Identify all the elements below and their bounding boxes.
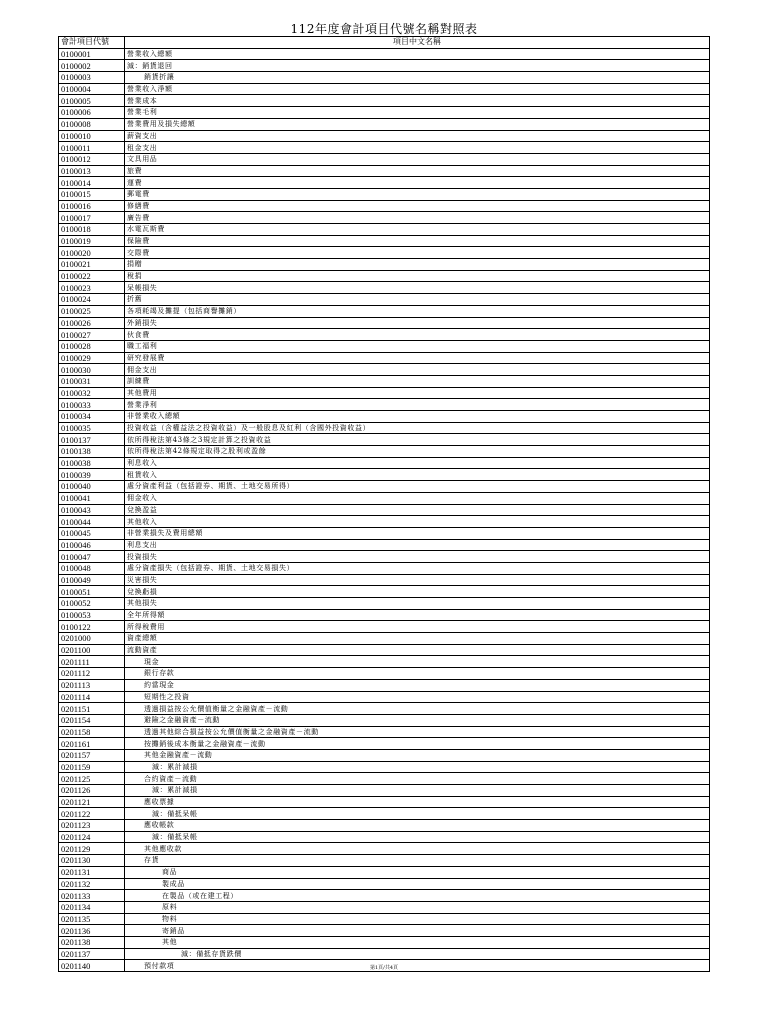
- account-code-cell: 0100008: [59, 118, 125, 130]
- account-name-cell: 交際費: [125, 247, 710, 259]
- table-row: [59, 808, 710, 820]
- table-row: [59, 948, 710, 960]
- table-row: [59, 282, 710, 294]
- account-name-cell: 應收帳款: [125, 820, 710, 832]
- account-code-cell: 0100006: [59, 107, 125, 119]
- account-code-cell: 0100005: [59, 95, 125, 107]
- page-number: 第1頁/共4頁: [369, 965, 399, 971]
- table-row: [59, 375, 710, 387]
- account-code-cell: 0201151: [59, 703, 125, 715]
- account-name-cell: 避險之金融資產－流動: [125, 714, 710, 726]
- account-code-cell: 0100026: [59, 317, 125, 329]
- table-row: [59, 340, 710, 352]
- table-row: [59, 329, 710, 341]
- account-name-cell: 所得稅費用: [125, 621, 710, 633]
- table-row: [59, 411, 710, 423]
- table-row: [59, 317, 710, 329]
- account-name-cell: 租金支出: [125, 142, 710, 154]
- account-code-cell: 0100016: [59, 200, 125, 212]
- column-header-name: 項目中文名稱: [125, 37, 710, 49]
- table-row: [59, 866, 710, 878]
- account-code-cell: 0201112: [59, 668, 125, 680]
- account-code-cell: 0100031: [59, 375, 125, 387]
- table-row: [59, 820, 710, 832]
- account-name-cell: 投資收益（含權益法之投資收益）及一般股息及紅利（含國外投資收益）: [125, 422, 710, 434]
- account-name-cell: 兌換盈益: [125, 504, 710, 516]
- account-name-cell: 約當現金: [125, 679, 710, 691]
- account-name-cell: 原料: [125, 901, 710, 913]
- table-row: [59, 539, 710, 551]
- table-row: [59, 457, 710, 469]
- account-code-cell: 0100138: [59, 446, 125, 458]
- account-name-cell: 其他: [125, 936, 710, 948]
- account-code-cell: 0100018: [59, 224, 125, 236]
- account-code-cell: 0201140: [59, 960, 125, 972]
- account-code-cell: 0100023: [59, 282, 125, 294]
- table-row: [59, 714, 710, 726]
- account-name-cell: 依所得稅法第42條規定取得之股利或盈餘: [125, 446, 710, 458]
- account-code-cell: 0100017: [59, 212, 125, 224]
- account-name-cell: 郵電費: [125, 188, 710, 200]
- account-name-cell: 處分資產利益（包括證券、期貨、土地交易所得）: [125, 481, 710, 493]
- account-code-cell: 0100010: [59, 130, 125, 142]
- table-row: [59, 481, 710, 493]
- account-name-cell: 職工福利: [125, 340, 710, 352]
- account-name-cell: 捐贈: [125, 259, 710, 271]
- account-name-cell: 透過其他綜合損益按公允價值衡量之金融資產－流動: [125, 726, 710, 738]
- account-name-cell: 物料: [125, 913, 710, 925]
- account-name-cell: 依所得稅法第43條之3規定計算之投資收益: [125, 434, 710, 446]
- account-name-cell: 銀行存款: [125, 668, 710, 680]
- account-code-cell: 0201111: [59, 656, 125, 668]
- table-row: [59, 668, 710, 680]
- account-code-cell: 0100020: [59, 247, 125, 259]
- table-row: [59, 352, 710, 364]
- table-row: [59, 586, 710, 598]
- table-row: [59, 259, 710, 271]
- account-name-cell: 製成品: [125, 878, 710, 890]
- account-code-cell: 0100046: [59, 539, 125, 551]
- table-row: [59, 446, 710, 458]
- account-name-cell: 營業費用及損失總額: [125, 118, 710, 130]
- account-code-cell: 0201124: [59, 831, 125, 843]
- account-code-cell: 0201129: [59, 843, 125, 855]
- table-row: [59, 153, 710, 165]
- table-row: [59, 142, 710, 154]
- account-name-cell: 研究發展費: [125, 352, 710, 364]
- account-name-cell: 寄銷品: [125, 925, 710, 937]
- account-code-cell: 0100015: [59, 188, 125, 200]
- table-row: [59, 527, 710, 539]
- account-name-cell: 各項耗竭及攤提（包括商譽攤銷）: [125, 305, 710, 317]
- table-row: [59, 387, 710, 399]
- account-name-cell: 減：備抵存貨跌價: [125, 948, 710, 960]
- account-code-cell: 0100049: [59, 574, 125, 586]
- account-name-cell: 存貨: [125, 855, 710, 867]
- table-row: [59, 936, 710, 948]
- account-code-cell: 0201133: [59, 890, 125, 902]
- account-code-table: [58, 36, 710, 972]
- account-code-cell: 0201137: [59, 948, 125, 960]
- account-code-cell: 0100011: [59, 142, 125, 154]
- account-code-cell: 0100035: [59, 422, 125, 434]
- account-name-cell: 營業毛利: [125, 107, 710, 119]
- account-code-cell: 0100029: [59, 352, 125, 364]
- account-code-cell: 0100004: [59, 83, 125, 95]
- table-row: [59, 796, 710, 808]
- table-row: [59, 224, 710, 236]
- account-name-cell: 租賃收入: [125, 469, 710, 481]
- account-code-cell: 0201113: [59, 679, 125, 691]
- account-name-cell: 災害損失: [125, 574, 710, 586]
- account-name-cell: 營業淨利: [125, 399, 710, 411]
- table-row: [59, 165, 710, 177]
- account-code-cell: 0100013: [59, 165, 125, 177]
- account-code-cell: 0100045: [59, 527, 125, 539]
- table-row: [59, 843, 710, 855]
- table-row: [59, 364, 710, 376]
- account-name-cell: 其他金融資產－流動: [125, 749, 710, 761]
- table-row: [59, 890, 710, 902]
- account-code-cell: 0100021: [59, 259, 125, 271]
- account-name-cell: 折舊: [125, 294, 710, 306]
- account-code-cell: 0100047: [59, 551, 125, 563]
- account-code-cell: 0100051: [59, 586, 125, 598]
- table-row: [59, 247, 710, 259]
- account-code-cell: 0100122: [59, 621, 125, 633]
- account-code-cell: 0100137: [59, 434, 125, 446]
- account-name-cell: 保險費: [125, 235, 710, 247]
- table-row: [59, 107, 710, 119]
- table-row: [59, 469, 710, 481]
- table-row: [59, 703, 710, 715]
- account-name-cell: 減：銷貨退回: [125, 60, 710, 72]
- account-name-cell: 修繕費: [125, 200, 710, 212]
- table-row: [59, 901, 710, 913]
- account-name-cell: 訓練費: [125, 375, 710, 387]
- account-name-cell: 佣金收入: [125, 492, 710, 504]
- table-row: [59, 726, 710, 738]
- account-name-cell: 商品: [125, 866, 710, 878]
- account-code-cell: 0100034: [59, 411, 125, 423]
- account-name-cell: 薪資支出: [125, 130, 710, 142]
- table-row: [59, 738, 710, 750]
- account-code-cell: 0100048: [59, 562, 125, 574]
- account-name-cell: 其他收入: [125, 516, 710, 528]
- account-code-cell: 0201154: [59, 714, 125, 726]
- account-name-cell: 處分資產損失（包括證券、期貨、土地交易損失）: [125, 562, 710, 574]
- account-code-cell: 0100041: [59, 492, 125, 504]
- table-row: [59, 925, 710, 937]
- account-name-cell: 水電瓦斯費: [125, 224, 710, 236]
- account-name-cell: 在製品（或在建工程）: [125, 890, 710, 902]
- account-name-cell: 旅費: [125, 165, 710, 177]
- table-row: [59, 434, 710, 446]
- account-name-cell: 利息收入: [125, 457, 710, 469]
- table-row: [59, 609, 710, 621]
- account-name-cell: 短期性之投資: [125, 691, 710, 703]
- table-row: [59, 188, 710, 200]
- account-name-cell: 減：累計減損: [125, 785, 710, 797]
- table-row: [59, 177, 710, 189]
- account-code-cell: 0201159: [59, 761, 125, 773]
- account-name-cell: 其他應收款: [125, 843, 710, 855]
- table-row: [59, 399, 710, 411]
- account-name-cell: 銷貨折讓: [125, 72, 710, 84]
- table-row: [59, 644, 710, 656]
- account-name-cell: 其他損失: [125, 598, 710, 610]
- account-name-cell: 預付款項: [125, 960, 710, 972]
- account-code-cell: 0100033: [59, 399, 125, 411]
- table-row: [59, 621, 710, 633]
- account-name-cell: 利息支出: [125, 539, 710, 551]
- account-name-cell: 資產總額: [125, 633, 710, 645]
- account-code-cell: 0100002: [59, 60, 125, 72]
- table-row: [59, 516, 710, 528]
- account-name-cell: 流動資產: [125, 644, 710, 656]
- account-code-cell: 0100022: [59, 270, 125, 282]
- account-name-cell: 非營業損失及費用總額: [125, 527, 710, 539]
- account-code-cell: 0201125: [59, 773, 125, 785]
- account-name-cell: 營業成本: [125, 95, 710, 107]
- page-title: 112年度會計項目代號名稱對照表: [290, 22, 478, 36]
- account-name-cell: 文具用品: [125, 153, 710, 165]
- account-code-cell: 0100028: [59, 340, 125, 352]
- table-row: [59, 633, 710, 645]
- account-code-cell: 0201161: [59, 738, 125, 750]
- table-row: [59, 551, 710, 563]
- account-code-cell: 0100032: [59, 387, 125, 399]
- account-code-cell: 0100019: [59, 235, 125, 247]
- account-code-cell: 0201123: [59, 820, 125, 832]
- account-name-cell: 減：備抵呆帳: [125, 831, 710, 843]
- account-name-cell: 透過損益按公允價值衡量之金融資產－流動: [125, 703, 710, 715]
- account-name-cell: 伙食費: [125, 329, 710, 341]
- table-row: [59, 598, 710, 610]
- account-code-cell: 0201131: [59, 866, 125, 878]
- account-code-cell: 0201132: [59, 878, 125, 890]
- account-code-cell: 0201122: [59, 808, 125, 820]
- table-row: [59, 785, 710, 797]
- account-name-cell: 減：累計減損: [125, 761, 710, 773]
- account-code-cell: 0100052: [59, 598, 125, 610]
- table-row: [59, 492, 710, 504]
- account-code-cell: 0201136: [59, 925, 125, 937]
- table-row: [59, 574, 710, 586]
- account-code-cell: 0100012: [59, 153, 125, 165]
- table-row: [59, 72, 710, 84]
- account-code-cell: 0201134: [59, 901, 125, 913]
- table-row: [59, 504, 710, 516]
- table-row: [59, 48, 710, 60]
- table-row: [59, 562, 710, 574]
- account-name-cell: 稅捐: [125, 270, 710, 282]
- account-name-cell: 廣告費: [125, 212, 710, 224]
- account-name-cell: 減：備抵呆帳: [125, 808, 710, 820]
- account-code-cell: 0100001: [59, 48, 125, 60]
- account-code-cell: 0100039: [59, 469, 125, 481]
- table-row: [59, 913, 710, 925]
- account-name-cell: 全年所得額: [125, 609, 710, 621]
- account-code-cell: 0201157: [59, 749, 125, 761]
- account-code-cell: 0201138: [59, 936, 125, 948]
- table-row: [59, 773, 710, 785]
- account-code-cell: 0100030: [59, 364, 125, 376]
- account-code-cell: 0100014: [59, 177, 125, 189]
- table-row: [59, 878, 710, 890]
- account-name-cell: 投資損失: [125, 551, 710, 563]
- table-header-row: [59, 37, 710, 49]
- account-code-cell: 0100024: [59, 294, 125, 306]
- table-row: [59, 270, 710, 282]
- account-name-cell: 兌換虧損: [125, 586, 710, 598]
- account-code-cell: 0100003: [59, 72, 125, 84]
- table-row: [59, 235, 710, 247]
- account-code-cell: 0201000: [59, 633, 125, 645]
- account-name-cell: 其他費用: [125, 387, 710, 399]
- account-name-cell: 合約資產－流動: [125, 773, 710, 785]
- account-name-cell: 按攤銷後成本衡量之金融資產－流動: [125, 738, 710, 750]
- table-row: [59, 749, 710, 761]
- account-code-cell: 0100025: [59, 305, 125, 317]
- table-row: [59, 831, 710, 843]
- account-name-cell: 佣金支出: [125, 364, 710, 376]
- account-name-cell: 運費: [125, 177, 710, 189]
- account-code-cell: 0100053: [59, 609, 125, 621]
- account-code-cell: 0201100: [59, 644, 125, 656]
- account-code-cell: 0100040: [59, 481, 125, 493]
- account-name-cell: 呆帳損失: [125, 282, 710, 294]
- table-row: [59, 60, 710, 72]
- table-body: [59, 48, 710, 971]
- table-row: [59, 118, 710, 130]
- table-row: [59, 422, 710, 434]
- account-code-cell: 0201126: [59, 785, 125, 797]
- account-code-cell: 0201130: [59, 855, 125, 867]
- account-code-cell: 0100044: [59, 516, 125, 528]
- account-code-cell: 0100043: [59, 504, 125, 516]
- account-code-cell: 0201121: [59, 796, 125, 808]
- account-code-cell: 0201158: [59, 726, 125, 738]
- table-row: [59, 212, 710, 224]
- column-header-code: 會計項目代號: [59, 37, 125, 49]
- account-name-cell: 非營業收入總額: [125, 411, 710, 423]
- account-name-cell: 應收票據: [125, 796, 710, 808]
- account-code-cell: 0100027: [59, 329, 125, 341]
- table-row: [59, 691, 710, 703]
- table-row: [59, 679, 710, 691]
- table-row: [59, 200, 710, 212]
- table-row: [59, 83, 710, 95]
- account-code-cell: 0201114: [59, 691, 125, 703]
- account-code-cell: 0201135: [59, 913, 125, 925]
- account-name-cell: 外銷損失: [125, 317, 710, 329]
- table-row: [59, 656, 710, 668]
- account-name-cell: 營業收入淨額: [125, 83, 710, 95]
- table-row: [59, 294, 710, 306]
- table-row: [59, 305, 710, 317]
- account-code-cell: 0100038: [59, 457, 125, 469]
- table-row: [59, 130, 710, 142]
- table-row: [59, 855, 710, 867]
- table-row: [59, 95, 710, 107]
- table-row: [59, 761, 710, 773]
- account-name-cell: 現金: [125, 656, 710, 668]
- account-name-cell: 營業收入總額: [125, 48, 710, 60]
